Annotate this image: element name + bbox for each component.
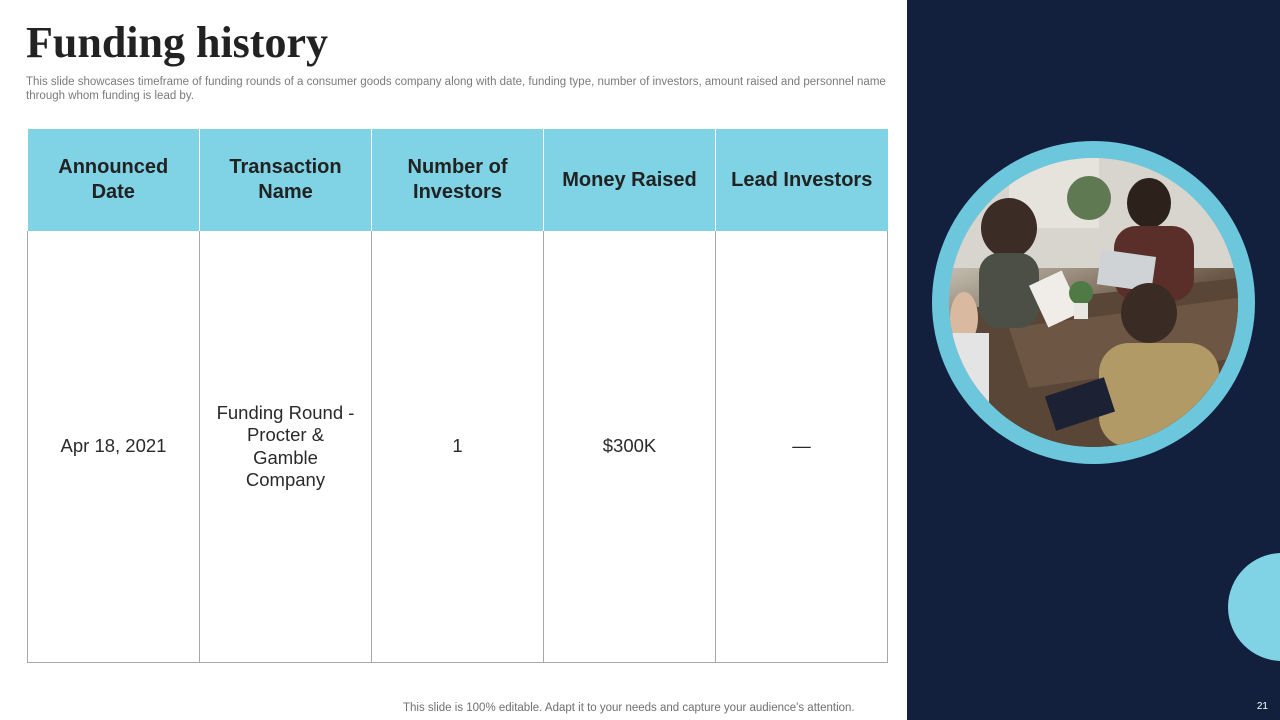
team-meeting-photo — [949, 158, 1238, 447]
slide-title: Funding history — [26, 18, 328, 67]
page-number: 21 — [1256, 701, 1268, 712]
cell-lead-investors: — — [716, 231, 888, 663]
cell-number-of-investors: 1 — [372, 231, 544, 663]
right-decorative-panel — [907, 0, 1280, 720]
header-lead-investors: Lead Investors — [716, 129, 888, 231]
cell-transaction-name: Funding Round - Procter & Gamble Company — [200, 231, 372, 663]
funding-table — [27, 129, 888, 663]
header-announced-date: Announced Date — [28, 129, 200, 231]
funding-table-container — [27, 129, 888, 663]
table-row — [28, 231, 888, 663]
accent-circle-decoration — [1228, 553, 1280, 661]
meeting-illustration — [949, 158, 1238, 447]
cell-money-raised: $300K — [544, 231, 716, 663]
cell-announced-date: Apr 18, 2021 — [28, 231, 200, 663]
header-money-raised: Money Raised — [544, 129, 716, 231]
header-number-of-investors: Number of Investors — [372, 129, 544, 231]
header-transaction-name: Transaction Name — [200, 129, 372, 231]
photo-frame-ring — [932, 141, 1255, 464]
slide-subtitle: This slide showcases timeframe of funding rounds of a consumer goods company along with date, funding type, number of investors, amount raised and personnel name through whom funding is lead by. — [26, 76, 886, 102]
table-header-row — [28, 129, 888, 231]
slide-footer-note: This slide is 100% editable. Adapt it to your needs and capture your audience's attention. — [403, 702, 855, 714]
